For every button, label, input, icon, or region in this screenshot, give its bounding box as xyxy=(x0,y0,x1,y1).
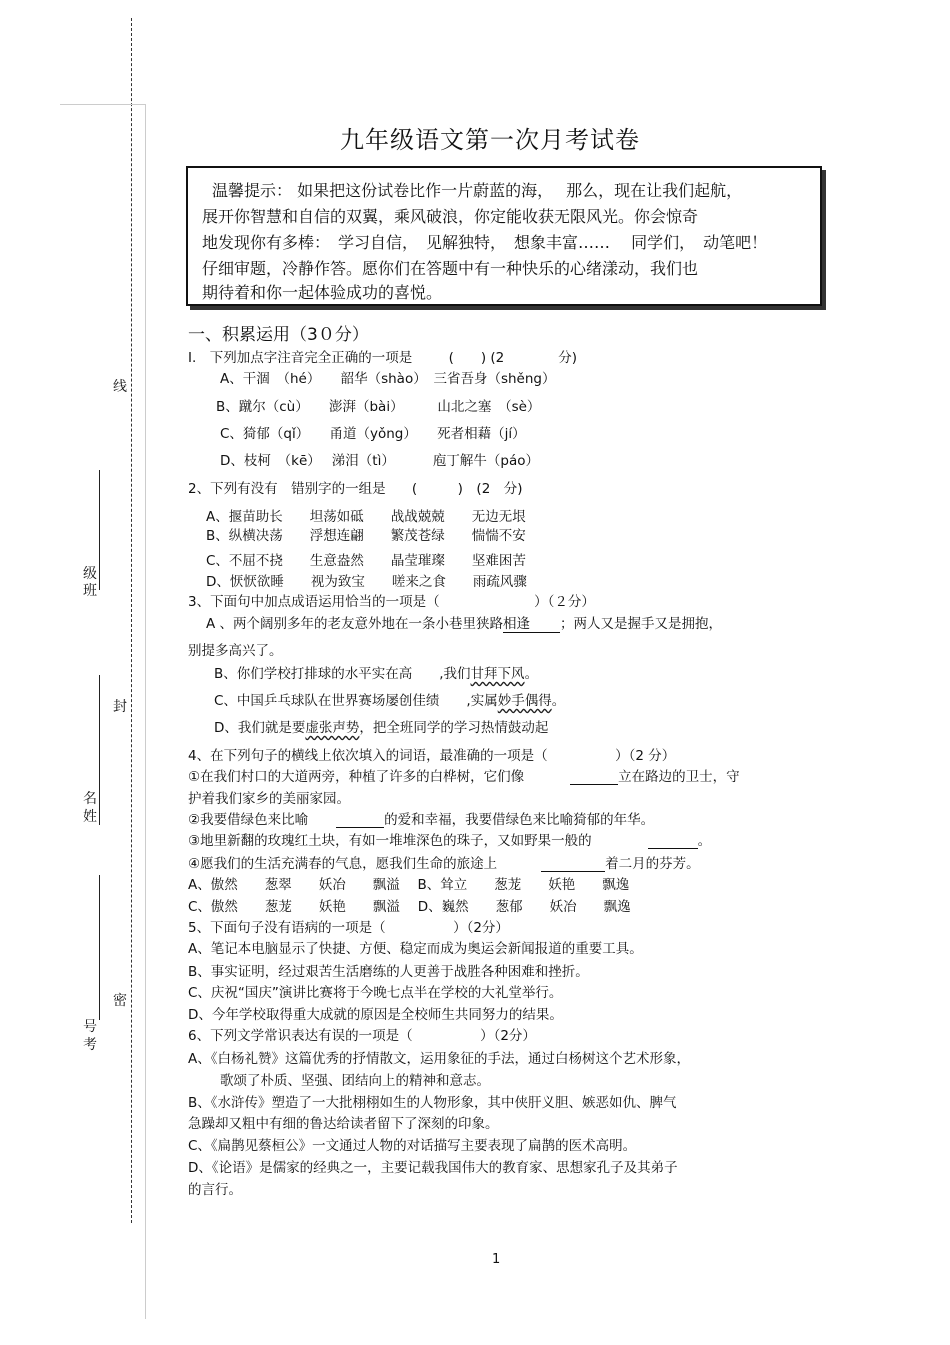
q1-option-b: B、蹴尔（cù） 澎湃（bài） 山北之塞 （sè） xyxy=(216,399,541,415)
q2-option-a: A、揠苗助长 坦荡如砥 战战兢兢 无边无垠 xyxy=(206,509,526,525)
q4-options-ab: A、傲然 葱翠 妖冶 飘溢 B、耸立 葱茏 妖艳 飘逸 xyxy=(188,877,630,893)
question-stem-text: 2、下列有没有 错别字的一组是 xyxy=(188,481,386,497)
answer-paren: ( ) (2 分) xyxy=(448,350,578,366)
fill-blank xyxy=(570,784,618,785)
q1-option-a: A、干涸 （hé） 韶华（shào） 三省吾身（shěng） xyxy=(220,371,556,387)
q1-option-d: D、枝柯 （kē） 涕泪（tì） 庖丁解牛（páo） xyxy=(220,453,539,469)
sentence-text: ①在我们村口的大道两旁，种植了许多的白桦树，它们像 xyxy=(188,769,525,785)
idiom-underlined: 妙手偶得 xyxy=(497,693,552,709)
tip-line: 仔细审题，冷静作答。愿你们在答题中有一种快乐的心绪漾动，我们也 xyxy=(202,259,699,278)
q3-option-a xyxy=(206,612,722,633)
sentence-text: 立在路边的卫士，守 xyxy=(618,769,740,785)
page-title: 九年级语文第一次月考试卷 xyxy=(340,126,640,154)
binding-char-ji: 级 xyxy=(83,566,97,582)
option-text: C、中国乒乓球队在世界赛场屡创佳绩 ,实属 xyxy=(214,693,498,709)
binding-char-hao: 号 xyxy=(83,1019,97,1035)
sentence-text: 的爱和幸福，我要借绿色来比喻猗郁的年华。 xyxy=(384,812,655,828)
binding-char-mi: 密 xyxy=(113,993,127,1009)
option-text: ；两人又是握手又是拥抱， xyxy=(560,616,723,632)
q4-sentence-3 xyxy=(188,829,711,849)
q2-option-d: D、恹恹欲睡 视为致宝 嗟来之食 雨疏风骤 xyxy=(206,574,527,590)
q5-option-c: C、庆祝“国庆”演讲比赛将于今晚七点半在学校的大礼堂举行。 xyxy=(188,985,563,1001)
sentence-text: ④愿我们的生活充满春的气息，愿我们生命的旅途上 xyxy=(188,856,498,872)
question-2-stem xyxy=(188,477,523,497)
field-line-number xyxy=(99,875,100,1020)
sentence-text: 着二月的芬芳。 xyxy=(605,856,700,872)
q4-sentence-2 xyxy=(188,808,654,828)
q6-option-b: B、《水浒传》塑造了一大批栩栩如生的人物形象，其中侠肝义胆、嫉恶如仇、脾气 xyxy=(188,1095,677,1111)
binding-char-xing: 姓 xyxy=(83,809,97,825)
option-text: A 、两个阔别多年的老友意外地在一条小巷里狭路 xyxy=(206,616,504,632)
tip-line: 展开你智慧和自信的双翼，乘风破浪，你定能收获无限风光。你会惊奇 xyxy=(202,207,699,226)
idiom-underlined: 相逢 xyxy=(503,612,560,633)
question-stem-text: I. 下列加点字注音完全正确的一项是 xyxy=(188,350,413,366)
option-text: 。 xyxy=(551,693,566,709)
q6-option-a-cont: 歌颂了朴质、坚强、团结向上的精神和意志。 xyxy=(220,1073,490,1089)
top-margin-rule xyxy=(60,104,145,105)
tip-box xyxy=(186,166,822,306)
q3-option-a-cont: 别提多高兴了。 xyxy=(188,643,283,659)
question-1-stem xyxy=(188,346,577,366)
q6-option-c: C、《扁鹊见蔡桓公》一文通过人物的对话描写主要表现了扁鹊的医术高明。 xyxy=(188,1138,637,1154)
margin-rule xyxy=(145,104,146,1319)
q5-option-a: A、笔记本电脑显示了快捷、方便、稳定而成为奥运会新闻报道的重要工具。 xyxy=(188,941,643,957)
q2-option-c: C、不屈不挠 生意盎然 晶莹璀璨 坚难困苦 xyxy=(206,553,526,569)
binding-char-feng: 封 xyxy=(113,699,127,715)
question-5-stem: 5、下面句子没有语病的一项是（ ）（2分） xyxy=(188,920,509,936)
q6-option-a: A、《白杨礼赞》这篇优秀的抒情散文，运用象征的手法，通过白杨树这个艺术形象， xyxy=(188,1051,690,1067)
binding-char-xian: 线 xyxy=(113,379,127,395)
sentence-text: ③地里新翻的玫瑰红土块，有如一堆堆深色的珠子，又如野果一般的 xyxy=(188,833,592,849)
answer-paren: ( ) (2 分) xyxy=(411,481,523,497)
q3-option-d xyxy=(214,716,548,736)
section-heading: 一、积累运用（3０分） xyxy=(188,325,369,345)
fill-blank xyxy=(541,871,605,872)
binding-char-ming: 名 xyxy=(83,791,97,807)
q2-option-b: B、纵横决荡 浮想连翩 繁茂苍绿 惴惴不安 xyxy=(206,528,526,544)
option-text: D、我们就是要 xyxy=(214,720,306,736)
tip-line: 期待着和你一起体验成功的喜悦。 xyxy=(202,283,443,302)
question-6-stem: 6、下列文学常识表达有误的一项是（ ）（2分） xyxy=(188,1028,536,1044)
option-text: ，把全班同学的学习热情鼓动起 xyxy=(359,720,549,736)
q3-option-b xyxy=(214,662,538,682)
q6-option-b-cont: 急躁却又粗中有细的鲁达给读者留下了深刻的印象。 xyxy=(188,1116,499,1132)
q6-option-d-cont: 的言行。 xyxy=(188,1182,242,1198)
q1-option-c: C、猗郁（qǐ） 甬道（yǒng） 死者相藉（jí） xyxy=(220,426,526,442)
q5-option-d: D、今年学校取得重大成就的原因是全校师生共同努力的结果。 xyxy=(188,1007,563,1023)
q4-options-cd: C、傲然 葱茏 妖艳 飘溢 D、巍然 葱郁 妖冶 飘逸 xyxy=(188,899,631,915)
binding-dashed-line xyxy=(131,18,132,1223)
fill-blank xyxy=(648,848,698,849)
q3-option-c xyxy=(214,689,565,709)
binding-char-kao: 考 xyxy=(83,1037,97,1053)
idiom-underlined: 甘拜下风 xyxy=(470,666,525,682)
q4-sentence-4 xyxy=(188,852,700,872)
tip-line: 温馨提示： 如果把这份试卷比作一片蔚蓝的海， 那么，现在让我们起航， xyxy=(212,181,743,200)
sentence-text: ②我要借绿色来比喻 xyxy=(188,812,309,828)
q6-option-d: D、《论语》是儒家的经典之一，主要记载我国伟大的教育家、思想家孔子及其弟子 xyxy=(188,1160,678,1176)
q4-sentence-1 xyxy=(188,765,740,785)
q5-option-b: B、事实证明，经过艰苦生活磨练的人更善于战胜各种困难和挫折。 xyxy=(188,964,589,980)
q4-sentence-1-cont: 护着我们家乡的美丽家园。 xyxy=(188,791,350,807)
idiom-underlined: 虚张声势 xyxy=(305,720,360,736)
tip-line: 地发现你有多棒： 学习自信， 见解独特， 想象丰富…… 同学们， 动笔吧！ xyxy=(202,233,768,252)
question-3-stem: 3、下面句中加点成语运用恰当的一项是（ ）（２分） xyxy=(188,594,595,610)
option-text: 。 xyxy=(524,666,539,682)
question-4-stem: 4、在下列句子的横线上依次填入的词语，最准确的一项是（ ）（2 分） xyxy=(188,748,676,764)
page-number: 1 xyxy=(492,1252,501,1267)
binding-char-ban: 班 xyxy=(83,583,97,599)
sentence-text: 。 xyxy=(697,833,712,849)
fill-blank xyxy=(336,827,384,828)
option-text: B、你们学校打排球的水平实在高 ,我们 xyxy=(214,666,471,682)
